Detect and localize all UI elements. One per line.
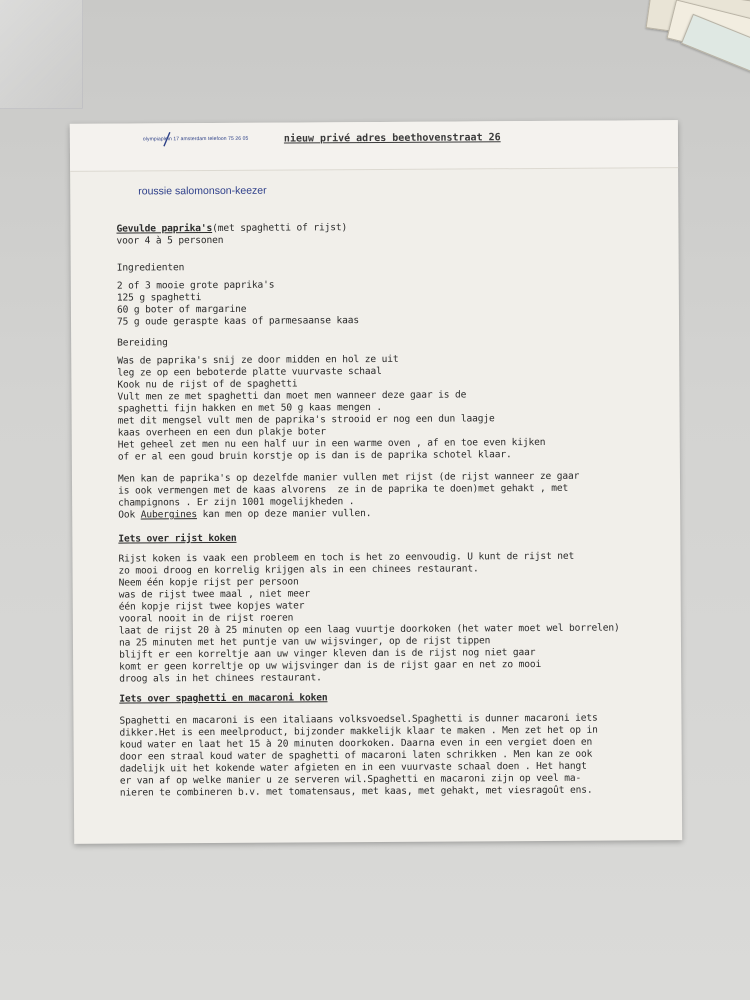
recipe-serves: voor 4 à 5 personen xyxy=(116,234,224,247)
recipe-title: Gevulde paprika's xyxy=(116,222,213,235)
preparation-line: kaas overheen en een dun plakje boter xyxy=(117,426,326,439)
recipe-document xyxy=(70,120,682,844)
spaghetti-line: door een straal koud water de spaghetti of macaroni laten schrikken . Men kan ze ook xyxy=(119,748,593,763)
rice-line: vooral nooit in de rijst roeren xyxy=(118,612,294,625)
rice-line: laat de rijst 20 à 25 minuten op een laag vuurtje doorkoken (het water moet wel borrelen) xyxy=(118,622,620,637)
preparation-heading: Bereiding xyxy=(117,337,168,349)
preparation-line: spaghetti fijn hakken en met 50 g kaas mengen . xyxy=(117,401,383,415)
rice-line: Rijst koken is vaak een probleem en toch is het zo eenvoudig. U kunt de rijst net xyxy=(118,550,575,565)
preparation-line: of er al een goud bruin korstje op is dan is de paprika schotel klaar. xyxy=(117,449,512,463)
rice-line: was de rijst twee maal , niet meer xyxy=(118,588,311,601)
aubergines-suffix: kan men op deze manier vullen. xyxy=(196,508,372,521)
spaghetti-line: nieren te combineren b.v. met tomatensaus, met kaas, met gehakt, met viesragoût ens. xyxy=(119,784,593,799)
rice-line: één kopje rijst twee kopjes water xyxy=(118,600,305,613)
paper-stack xyxy=(640,0,750,75)
spaghetti-line: koud water en laat het 15 à 20 minuten doorkoken. Daarna even in een vergiet doen en xyxy=(119,736,593,751)
ingredients-heading: Ingredienten xyxy=(116,262,185,274)
letterhead-strip xyxy=(70,120,678,172)
pen-stroke-mark xyxy=(162,131,172,147)
new-address-line: nieuw privé adres beethovenstraat 26 xyxy=(283,132,501,145)
spaghetti-heading: Iets over spaghetti en macaroni koken xyxy=(119,692,328,705)
aubergines-prefix: Ook xyxy=(118,509,141,521)
rice-line: na 25 minuten met het puntje van uw wijsvinger, op de rijst tippen xyxy=(118,635,491,649)
preparation-line: Vult men ze met spaghetti dan moet men wanneer deze gaar is de xyxy=(117,389,467,403)
spaghetti-line: Spaghetti en macaroni is een italiaans volksvoedsel.Spaghetti is dunner macaroni iets xyxy=(119,712,598,727)
preparation-line: leg ze op een beboterde platte vuurvaste schaal xyxy=(117,365,382,379)
variation-line: champignons . Er zijn 1001 mogelijkheden . xyxy=(118,496,355,509)
preparation-line: met dit mengsel vult men de paprika's strooid er nog een dun laagje xyxy=(117,413,495,427)
ingredient-line: 60 g boter of margarine xyxy=(116,303,247,316)
preparation-line: Kook nu de rijst of de spaghetti xyxy=(117,378,298,391)
ingredient-line: 75 g oude geraspte kaas of parmesaanse kaas xyxy=(116,315,359,328)
ingredient-line: 2 of 3 mooie grote paprika's xyxy=(116,279,275,292)
plastic-sleeve xyxy=(0,0,83,109)
ingredient-line: 125 g spaghetti xyxy=(116,292,202,304)
letterhead-address: olympiaplein 17 amsterdam telefoon 75 26 05 xyxy=(142,135,249,143)
variation-line: is ook vermengen met de kaas alvorens ze in de paprika te doen)met gehakt , met xyxy=(118,482,569,497)
variation-line: Men kan de paprika's op dezelfde manier vullen met rijst (de rijst wanneer ze gaar xyxy=(117,470,580,485)
rice-line: Neem één kopje rijst per persoon xyxy=(118,576,299,589)
preparation-line: Het geheel zet men nu een half uur in een warme oven , af en toe even kijken xyxy=(117,436,546,451)
rice-line: komt er geen korreltje op uw wijsvinger dan is de rijst gaar en net zo mooi xyxy=(119,658,542,673)
aubergines-line xyxy=(118,506,678,522)
spaghetti-line: dadelijk uit het kokende water afgieten en in een vuurvaste schaal doen . Het hangt xyxy=(119,760,587,775)
rice-line: droog als in het chinees restaurant. xyxy=(119,672,322,685)
rice-heading: Iets over rijst koken xyxy=(118,532,237,545)
spaghetti-line: dikker.Het is een meelproduct, bijzonder makkelijk klaar te maken . Men zet het op in xyxy=(119,724,598,739)
rice-line: blijft er een korreltje aan uw vinger kleven dan is de rijst nog niet gaar xyxy=(119,647,536,661)
rice-line: zo mooi droog en korrelig krijgen als in een chinees restaurant. xyxy=(118,563,479,577)
preparation-line: Was de paprika's snij ze door midden en hol ze uit xyxy=(117,353,399,367)
spaghetti-line: er van af op welke manier u ze serveren wil.Spaghetti en macaroni zijn op veel ma- xyxy=(119,772,582,787)
author-name: roussie salomonson-keezer xyxy=(138,184,267,198)
recipe-title-suffix: (met spaghetti of rijst) xyxy=(212,222,348,234)
aubergines-word: Aubergines xyxy=(140,509,198,521)
